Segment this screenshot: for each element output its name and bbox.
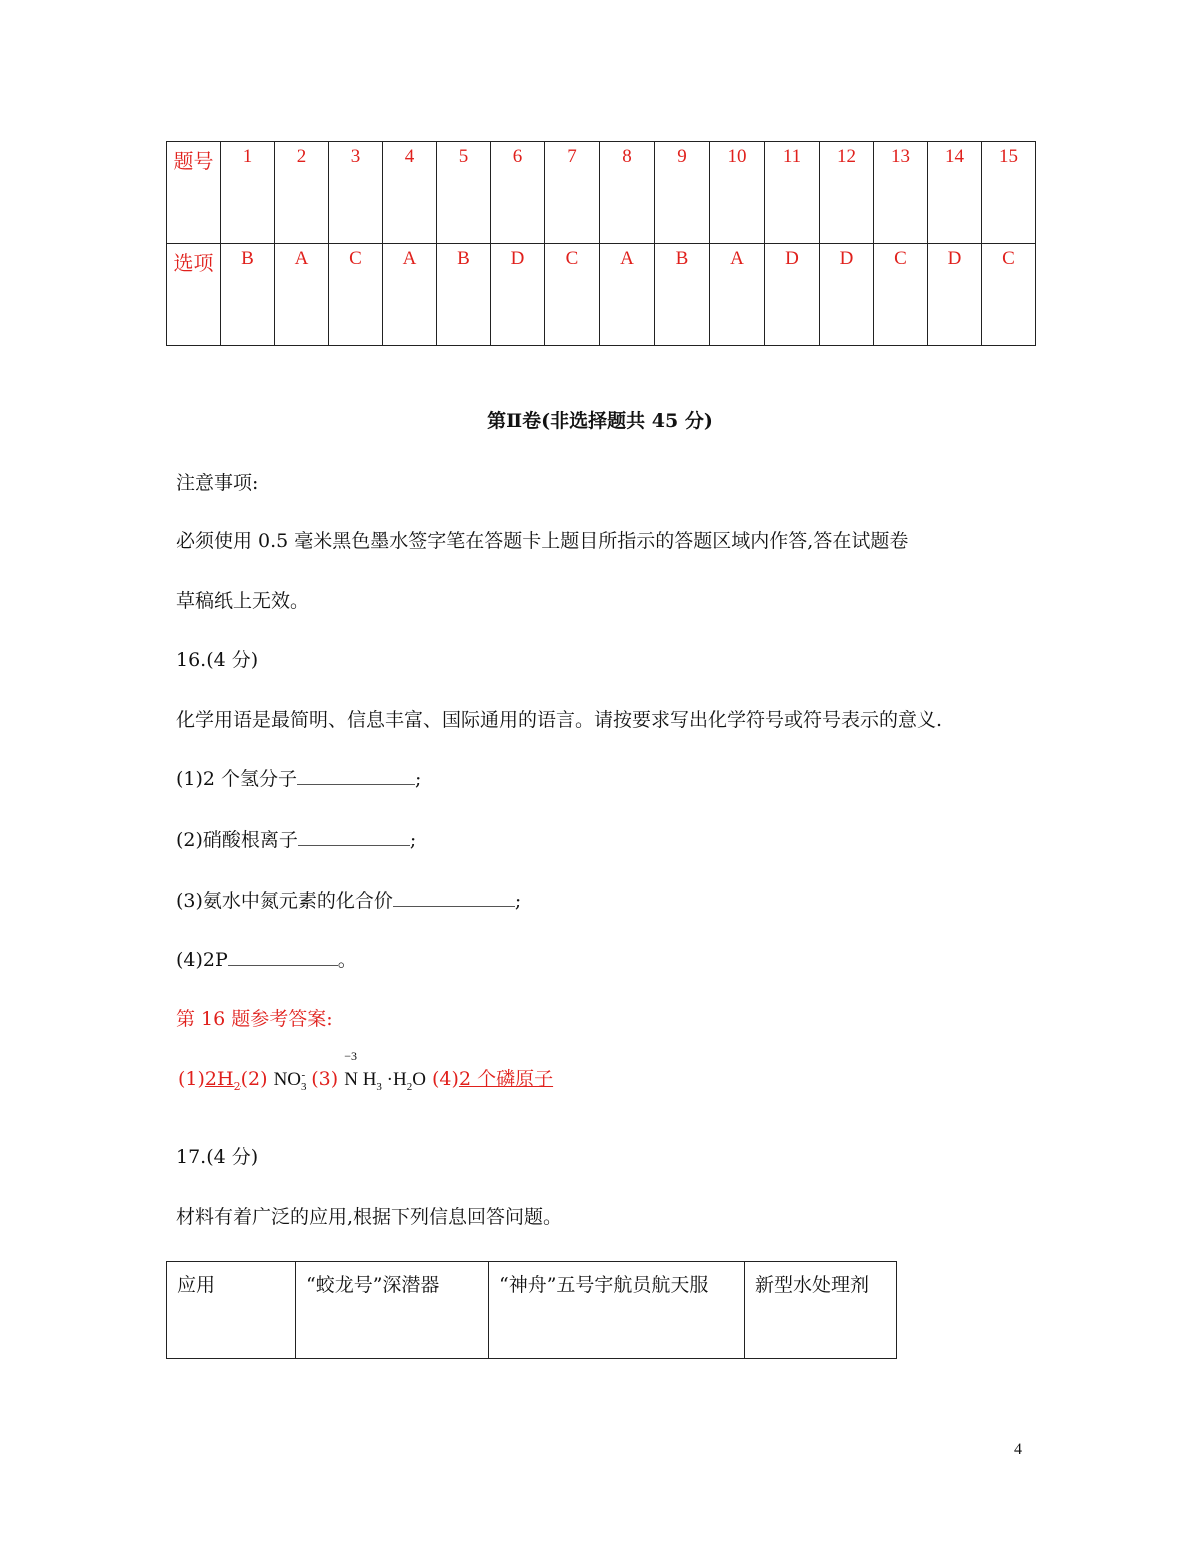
table-row <box>167 142 1036 244</box>
question-number: 13 <box>874 142 928 244</box>
table-cell: 新型水处理剂 <box>745 1262 897 1359</box>
answer-blank[interactable] <box>393 892 515 907</box>
option-label: 选项 <box>167 244 221 346</box>
material-table <box>166 1261 897 1359</box>
question-17-title: 17.(4 分) <box>176 1146 259 1168</box>
answer-blank[interactable] <box>228 951 338 966</box>
question-number: 14 <box>928 142 982 244</box>
notice-line-1: 必须使用 0.5 毫米黑色墨水签字笔在答题卡上题目所指示的答题区域内作答,答在试题卷 <box>176 530 909 552</box>
table-cell: 应用 <box>167 1262 296 1359</box>
question-number: 10 <box>710 142 765 244</box>
question-number: 4 <box>383 142 437 244</box>
answer-blank[interactable] <box>298 831 410 846</box>
answer-part-4: 2 个磷原子 <box>458 1068 554 1090</box>
question-number: 8 <box>600 142 655 244</box>
answer-part-3 <box>344 1049 426 1093</box>
item-text: (1)2 个氢分子 <box>176 768 298 790</box>
question-number: 5 <box>437 142 491 244</box>
h3-sub: 3 <box>376 1080 382 1093</box>
answer-option: B <box>437 244 491 346</box>
semicolon: ; <box>415 768 422 790</box>
question-16-item-1 <box>176 764 421 791</box>
question-number: 1 <box>221 142 275 244</box>
section-title: 第Ⅱ卷(非选择题共 45 分) <box>487 410 713 432</box>
answer-option: D <box>491 244 545 346</box>
answer-part-2 <box>273 1068 307 1093</box>
answer-option: C <box>545 244 600 346</box>
page-number: 4 <box>1014 1441 1022 1458</box>
answer-option: A <box>383 244 437 346</box>
question-number: 11 <box>765 142 820 244</box>
answer-part-4-label: (4) <box>432 1068 459 1090</box>
answer-option: D <box>765 244 820 346</box>
answer-option: B <box>655 244 710 346</box>
table-cell: “神舟”五号宇航员航天服 <box>489 1262 745 1359</box>
period: 。 <box>337 949 357 971</box>
valence-n <box>344 1049 358 1091</box>
answer-option: A <box>710 244 765 346</box>
answer-part-1-label: (1) <box>178 1068 205 1090</box>
answer-part-2-label: (2) <box>240 1068 268 1090</box>
header-label: 题号 <box>167 142 221 244</box>
question-number: 3 <box>329 142 383 244</box>
answer-2-sub: 3 <box>301 1080 307 1093</box>
answer-option: A <box>600 244 655 346</box>
oxygen-symbol: O <box>412 1069 426 1090</box>
answer-blank[interactable] <box>297 770 415 785</box>
question-16-item-4 <box>176 945 357 972</box>
valence-value: −3 <box>344 1049 357 1063</box>
nitrogen-symbol: N <box>344 1069 358 1090</box>
question-number: 9 <box>655 142 710 244</box>
answer-part-3-label: (3) <box>311 1068 339 1090</box>
question-16-title: 16.(4 分) <box>176 649 259 671</box>
question-16-stem: 化学用语是最简明、信息丰富、国际通用的语言。请按要求写出化学符号或符号表示的意义. <box>176 709 943 731</box>
h2-sub: 2 <box>406 1080 413 1093</box>
answer-option: C <box>874 244 928 346</box>
question-number: 12 <box>820 142 874 244</box>
item-text: (3)氨水中氮元素的化合价 <box>176 890 393 912</box>
question-number: 7 <box>545 142 600 244</box>
answer-option: D <box>928 244 982 346</box>
dot-h: ·H <box>386 1069 407 1090</box>
answer-heading: 第 16 题参考答案: <box>176 1008 333 1030</box>
answer-option: A <box>275 244 329 346</box>
table-row <box>167 1262 897 1359</box>
notice-title: 注意事项: <box>176 472 259 494</box>
notice-line-2: 草稿纸上无效。 <box>176 590 310 612</box>
question-number: 15 <box>982 142 1036 244</box>
answer-option: C <box>329 244 383 346</box>
question-16-item-2 <box>176 825 416 852</box>
answer-2-main: NO <box>273 1069 302 1090</box>
answer-table <box>166 141 1036 346</box>
item-text: (4)2P <box>176 949 228 971</box>
semicolon: ; <box>409 829 417 851</box>
semicolon: ; <box>514 890 522 912</box>
answer-1-main: 2H <box>204 1068 234 1090</box>
question-number: 6 <box>491 142 545 244</box>
answer-2-sup: - <box>301 1068 306 1081</box>
table-row <box>167 244 1036 346</box>
hydrogen-symbol: H <box>362 1069 377 1090</box>
question-16-item-3 <box>176 886 521 913</box>
answer-option: B <box>221 244 275 346</box>
question-17-stem: 材料有着广泛的应用,根据下列信息回答问题。 <box>176 1206 563 1228</box>
question-number: 2 <box>275 142 329 244</box>
item-text: (2)硝酸根离子 <box>176 829 298 851</box>
answer-part-1 <box>204 1068 241 1093</box>
answer-option: D <box>820 244 874 346</box>
answer-1-sub: 2 <box>233 1079 241 1093</box>
question-16-answer <box>178 1049 554 1093</box>
table-cell: “蛟龙号”深潜器 <box>296 1262 489 1359</box>
answer-option: C <box>982 244 1036 346</box>
